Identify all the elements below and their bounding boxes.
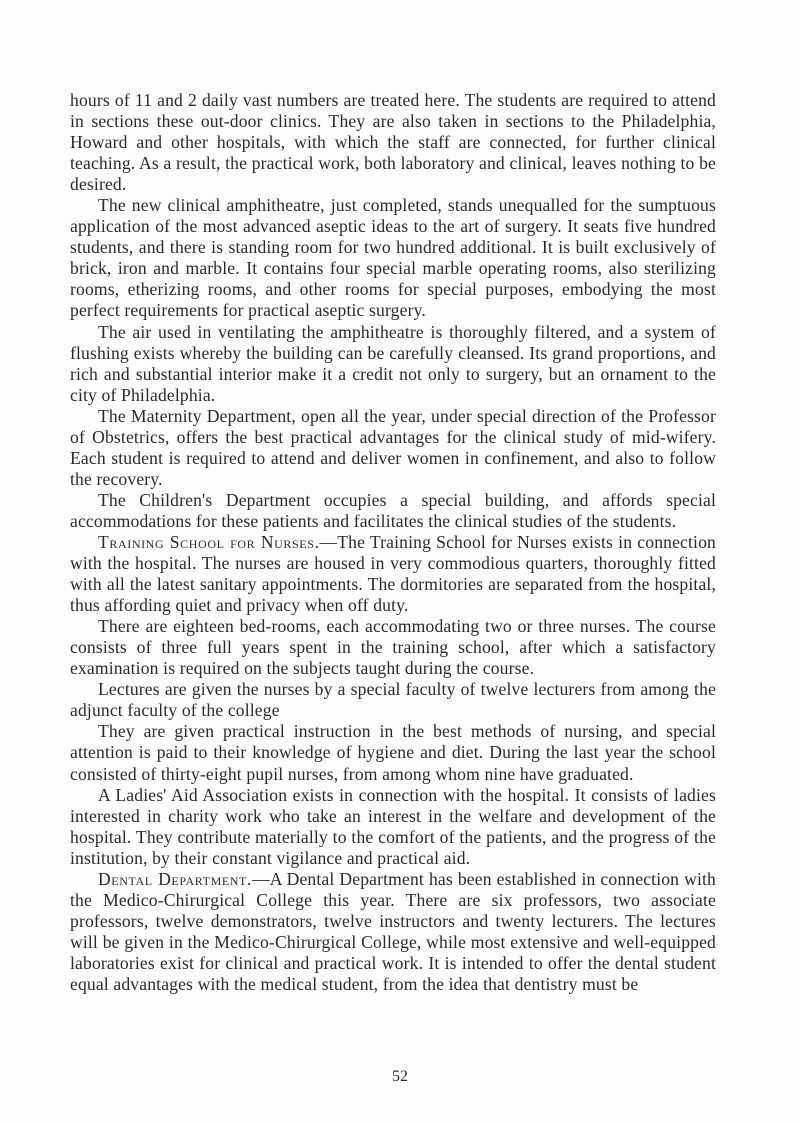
paragraph-text: hours of 11 and 2 daily vast numbers are treated here. The students are required to attend in sections these out-door clinics. They are also taken in sections to the Philadelphia, Howard and other hospitals, with which the staff are connected, for further clinical teaching. As a result, the practical work, both laboratory and clinical, leaves nothing to be desired. (70, 90, 716, 195)
paragraph-text: They are given practical instruction in the best methods of nursing, and special attention is paid to their knowledge of hygiene and diet. During the last year the school consisted of thirty-eight pupil nurses, from among whom nine have graduated. (70, 721, 716, 784)
paragraph-maternity (70, 406, 716, 490)
paragraph-text: —The Training School for Nurses exists in connection with the hospital. The nurses are housed in very commodious quarters, thoroughly fitted with all the latest sanitary appointments. The dormitories are separated from the hospital, thus affording quiet and privacy when off duty. (70, 531, 716, 616)
paragraph-text: The new clinical amphitheatre, just completed, stands unequalled for the sumptuous application of the most advanced aseptic ideas to the art of surgery. It seats five hundred students, and there is standing room for two hundred additional. It is built exclusively of brick, iron and marble. It contains four special marble operating rooms, also sterilizing rooms, etherizing rooms, and other rooms for special purposes, embodying the most perfect requirements for practical aseptic surgery. (70, 195, 716, 321)
paragraph-amphitheatre (70, 195, 716, 321)
paragraph-childrens-department (70, 490, 716, 532)
paragraph-bed-rooms (70, 616, 716, 679)
paragraph-text: —A Dental Department has been established in connection with the Medico-Chirurgical College this year. There are six professors, two associate professors, twelve demonstrators, twelve instructors and twenty lecturers. The lectures will be given in the Medico-Chirurgical College, while most extensive and well-equipped laboratories exist for clinical and practical work. It is intended to offer the dental student equal advantages with the medical student, from the idea that dentistry must be (70, 868, 716, 994)
paragraph-instruction (70, 721, 716, 784)
paragraph-ventilation (70, 322, 716, 406)
body-text (70, 90, 716, 995)
section-heading-dental-department: Dental Department. (98, 868, 252, 889)
paragraph-lectures (70, 679, 716, 721)
paragraph-text: The Children's Department occupies a special building, and affords special accommodations for these patients and facilitates the clinical studies of the students. (70, 489, 716, 531)
page-number: 52 (392, 1068, 408, 1085)
section-heading-training-school: Training School for Nurses. (98, 531, 320, 552)
paragraph-text: A Ladies' Aid Association exists in connection with the hospital. It consists of ladies interested in charity work who take an interest in the welfare and development of the hospital. They contribute materially to the comfort of the patients, and the progress of the institution, by their constant vigilance and practical aid. (70, 784, 716, 868)
paragraph-ladies-aid (70, 785, 716, 869)
paragraph-training-school (70, 532, 716, 616)
paragraph-text: The air used in ventilating the amphitheatre is thoroughly filtered, and a system of flushing exists whereby the building can be carefully cleansed. Its grand proportions, and rich and substantial interior make it a credit not only to surgery, but an ornament to the city of Philadelphia. (70, 321, 716, 405)
paragraph-text: The Maternity Department, open all the year, under special direction of the Professor of Obstetrics, offers the best practical advantages for the clinical study of mid-wifery. Each student is required to attend and deliver women in confinement, and also to follow the recovery. (70, 405, 716, 489)
paragraph-text: There are eighteen bed-rooms, each accommodating two or three nurses. The course consists of three full years spent in the training school, after which a satisfactory examination is required on the subjects taught during the course. (70, 616, 716, 679)
paragraph-text: Lectures are given the nurses by a special faculty of twelve lecturers from among the adjunct faculty of the college (70, 679, 716, 721)
paragraph-dental-department (70, 869, 716, 995)
paragraph-outdoor-clinics (70, 90, 716, 195)
